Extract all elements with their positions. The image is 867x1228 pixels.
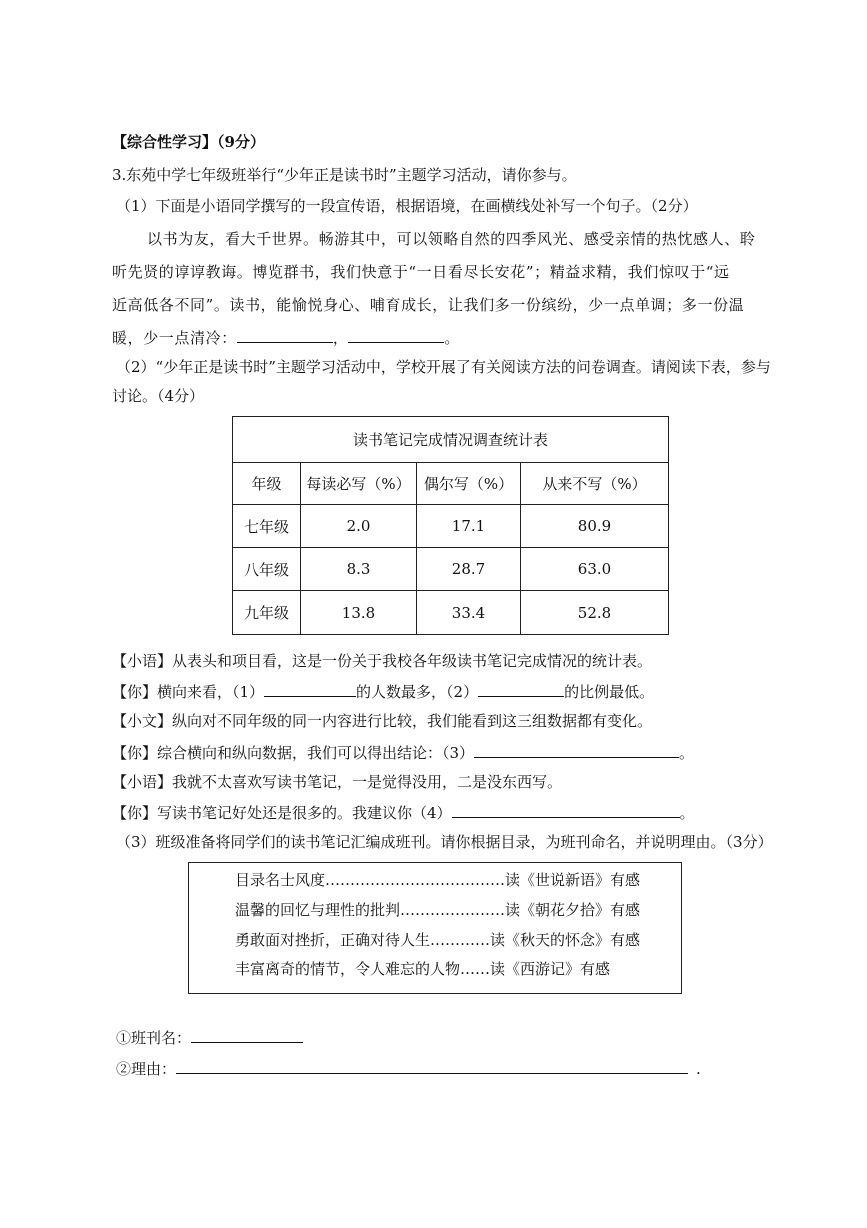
answer-reason-label: ②理由：: [116, 1060, 177, 1078]
table-cell: 28.7: [417, 548, 521, 591]
answer-name-label: ①班刊名：: [116, 1029, 192, 1047]
dialogue-6-end: 。: [679, 804, 695, 822]
part2-prompt-line1: （2）“少年正是读书时”主题学习活动中，学校开展了有关阅读方法的问卷调查。请阅读下表，参与: [116, 358, 771, 376]
dialogue-2-part-b: 的人数最多，（2）: [356, 683, 479, 701]
table-header: 偶尔写（%）: [417, 463, 521, 505]
table-cell: 七年级: [233, 505, 301, 548]
table-row: [233, 591, 669, 635]
section-header: [112, 131, 265, 153]
comma: ，: [332, 329, 349, 347]
dialogue-4-text: 【你】综合横向和纵向数据，我们可以得出结论：（3）: [112, 744, 475, 762]
toc-entry: 丰富离奇的情节，令人难忘的人物……读《西游记》有感: [235, 960, 611, 978]
toc-entry: 目录名士风度………………………………读《世说新语》有感: [235, 871, 641, 889]
table-cell: 33.4: [417, 591, 521, 635]
section-title: 【综合性学习】: [112, 133, 218, 151]
passage-line-1: 以书为友，看大千世界。畅游其中，可以领略自然的四季风光、感受亲情的热忱感人、聆: [147, 230, 756, 248]
dialogue-1: 【小语】从表头和项目看，这是一份关于我校各年级读书笔记完成情况的统计表。: [112, 652, 653, 670]
table-row: [233, 548, 669, 591]
reason-blank[interactable]: [176, 1057, 688, 1074]
part3-prompt: （3）班级准备将同学们的读书笔记汇编成班刊。请你根据目录，为班刊命名，并说明理由。（3分）: [116, 833, 773, 851]
section-score: （9分）: [217, 133, 265, 151]
table-cell: 8.3: [301, 548, 417, 591]
passage-line-4-text: 暖，少一点清冷：: [112, 329, 237, 347]
dialogue-4: [112, 741, 694, 764]
question-3: 3.东苑中学七年级班举行“少年正是读书时”主题学习活动，请你参与。: [112, 166, 577, 184]
answer-blank-1b[interactable]: [348, 326, 444, 343]
dialogue-2: [112, 680, 654, 703]
dialogue-2-part-a: 【你】横向来看，（1）: [112, 683, 265, 701]
table-cell: 13.8: [301, 591, 417, 635]
answer-blank-2-3[interactable]: [474, 741, 679, 758]
survey-table: [232, 416, 669, 635]
answer-name-row: [116, 1026, 303, 1049]
table-cell: 63.0: [521, 548, 669, 591]
dialogue-3: 【小文】纵向对不同年级的同一内容进行比较，我们能看到这三组数据都有变化。: [112, 712, 653, 730]
magazine-name-blank[interactable]: [191, 1026, 303, 1043]
dialogue-6-text: 【你】写读书笔记好处还是很多的。我建议你（4）: [112, 804, 452, 822]
passage-line-3: 近高低各不同”。读书，能愉悦身心、哺育成长，让我们多一份缤纷，少一点单调；多一份温: [112, 296, 745, 314]
table-cell: 52.8: [521, 591, 669, 635]
table-cell: 九年级: [233, 591, 301, 635]
table-header: 年级: [233, 463, 301, 505]
part1-prompt: （1）下面是小语同学撰写的一段宣传语，根据语境，在画横线处补写一个句子。（2分）: [116, 197, 698, 215]
answer-reason-row: [116, 1057, 701, 1080]
toc-entry: 温馨的回忆与理性的批判…………………读《朝花夕拾》有感: [235, 901, 641, 919]
passage-line-2: 听先贤的谆谆教诲。博览群书，我们快意于“一日看尽长安花”；精益求精，我们惊叹于“远: [112, 263, 730, 281]
table-header: 每读必写（%）: [301, 463, 417, 505]
table-cell: 80.9: [521, 505, 669, 548]
table-cell: 2.0: [301, 505, 417, 548]
table-of-contents-box: [188, 862, 682, 994]
table-header: 从来不写（%）: [521, 463, 669, 505]
part2-prompt-line2: 讨论。（4分）: [112, 387, 205, 405]
dialogue-2-part-c: 的比例最低。: [564, 683, 655, 701]
dialogue-5: 【小语】我就不太喜欢写读书笔记，一是觉得没用，二是没东西写。: [112, 773, 563, 791]
passage-line-4: [112, 326, 460, 349]
table-cell: 17.1: [417, 505, 521, 548]
reason-end: .: [696, 1060, 701, 1078]
answer-blank-2-2[interactable]: [478, 680, 564, 697]
toc-entry: 勇敢面对挫折，正确对待人生…………读《秋天的怀念》有感: [235, 931, 641, 949]
table-title: 读书笔记完成情况调查统计表: [233, 417, 669, 463]
dialogue-6: [112, 801, 695, 824]
table-header-row: [233, 463, 669, 505]
dialogue-4-end: 。: [679, 744, 695, 762]
table-cell: 八年级: [233, 548, 301, 591]
answer-blank-2-4[interactable]: [452, 801, 680, 818]
answer-blank-1a[interactable]: [237, 326, 333, 343]
period: 。: [444, 329, 461, 347]
table-row: [233, 505, 669, 548]
answer-blank-2-1[interactable]: [264, 680, 356, 697]
